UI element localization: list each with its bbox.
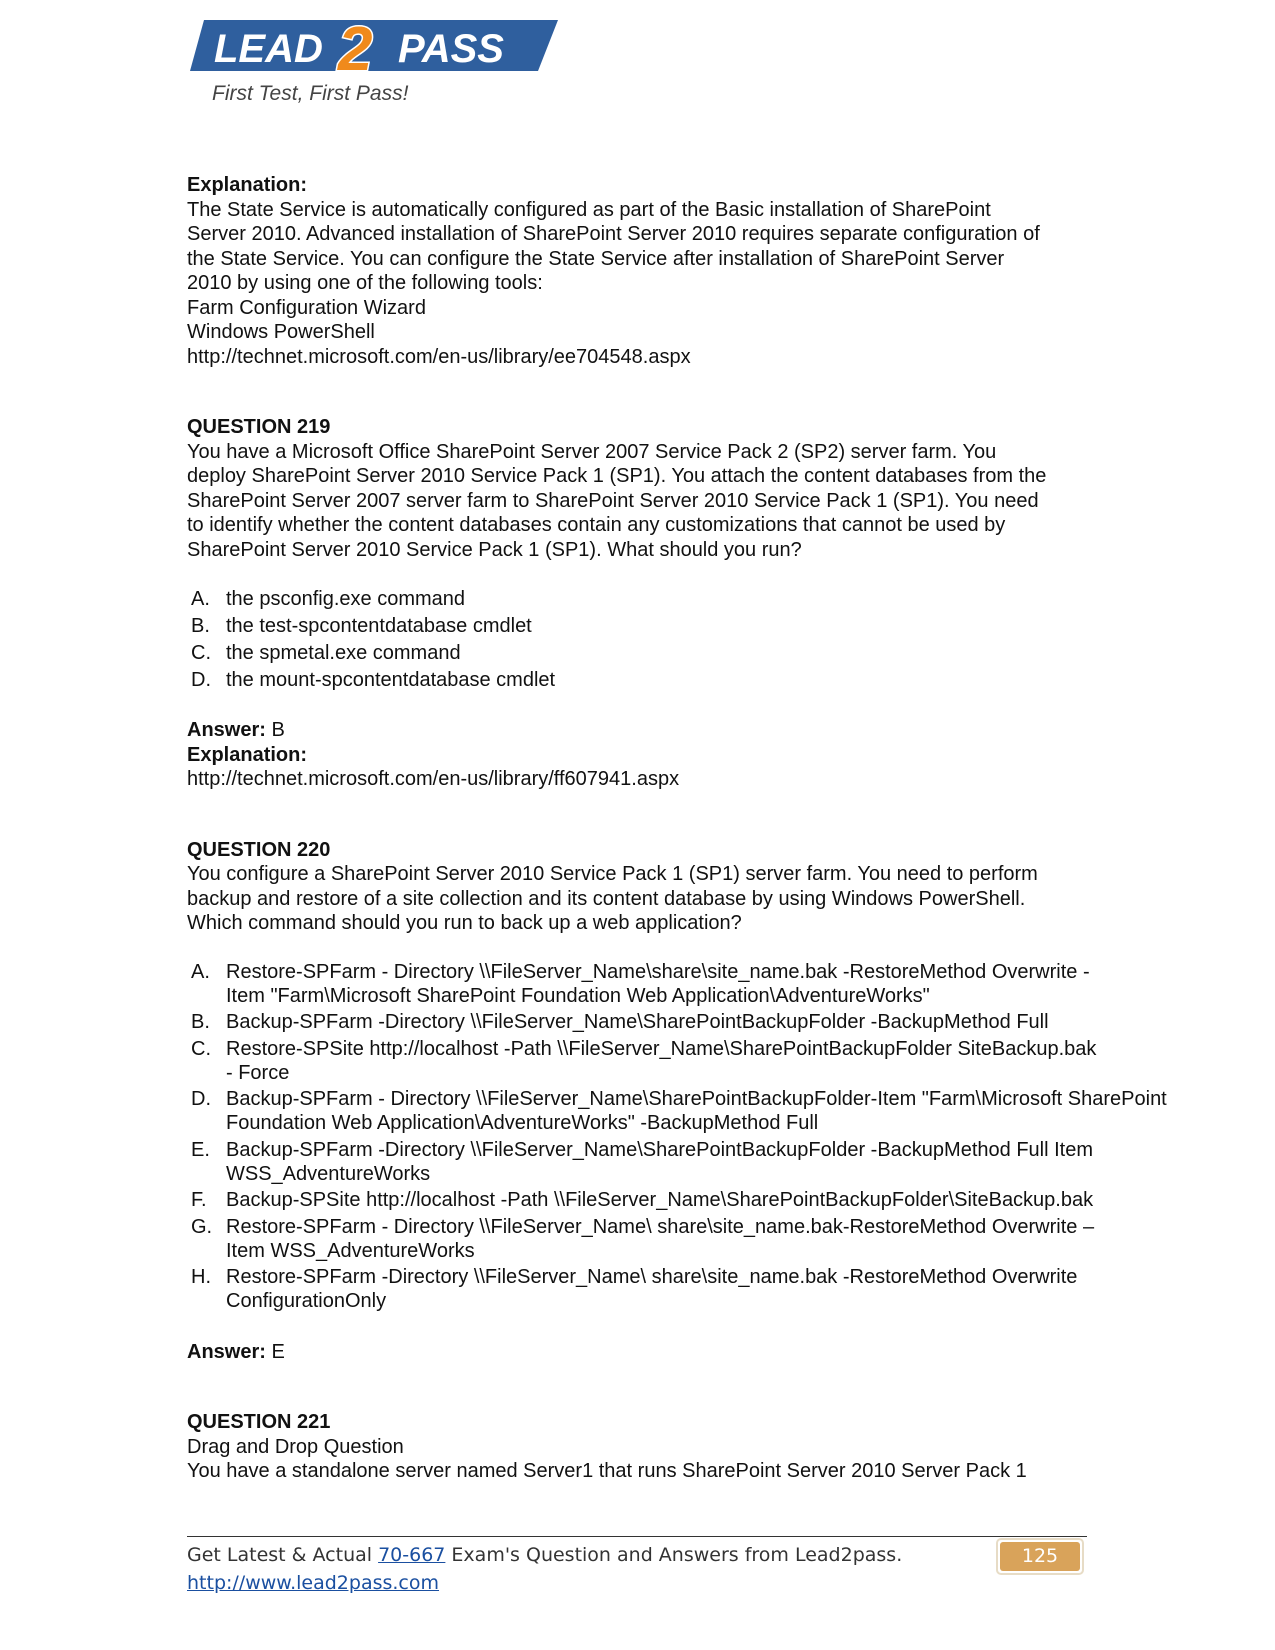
option-c <box>187 640 1207 667</box>
option-text <box>226 1010 1207 1034</box>
explanation-line: The State Service is automatically configured as part of the Basic installation of SharePoint <box>187 198 991 221</box>
spacer <box>187 792 1207 838</box>
footer-site <box>187 1572 439 1594</box>
question-219-text: to identify whether the content databases contain any customizations that cannot be used by <box>187 514 1006 536</box>
option-h <box>187 1265 1207 1313</box>
question-220-text: backup and restore of a site collection and its content database by using Windows PowerShell. <box>187 887 1026 910</box>
option-f <box>187 1188 1207 1212</box>
question-219-title: QUESTION 219 <box>187 416 331 438</box>
logo-pass-text: PASS <box>398 27 504 71</box>
option-text: the psconfig.exe command <box>226 588 466 610</box>
option-line: Backup-SPSite http://localhost -Path \\FileServer_Name\SharePointBackupFolder\SiteBackup.bak <box>226 1189 1094 1211</box>
option-c <box>187 1037 1207 1085</box>
lead2pass-logo <box>190 16 580 108</box>
explanation-line: Server 2010. Advanced installation of SharePoint Server 2010 requires separate configuration of <box>187 223 1040 245</box>
option-line: Backup-SPFarm -Directory \\FileServer_Name\SharePointBackupFolder -BackupMethod Full <box>226 1011 1049 1033</box>
logo-lead-text: LEAD <box>214 27 323 71</box>
option-line: - Force <box>226 1061 290 1084</box>
option-g <box>187 1215 1207 1263</box>
option-letter: C. <box>191 642 211 664</box>
option-line: Backup-SPFarm - Directory \\FileServer_Name\SharePointBackupFolder-Item "Farm\Microsoft SharePoint <box>226 1088 1167 1110</box>
question-219-answer <box>187 718 1207 743</box>
explanation-reference-url: http://technet.microsoft.com/en-us/library/ee704548.aspx <box>187 345 691 368</box>
question-221-text: You have a standalone server named Server1 that runs SharePoint Server 2010 Server Pack 1 <box>187 1460 1027 1482</box>
footer-text <box>187 1544 902 1566</box>
option-text <box>226 1188 1207 1212</box>
question-219-text: deploy SharePoint Server 2010 Service Pack 1 (SP1). You attach the content databases from the <box>187 465 1047 487</box>
option-line: Backup-SPFarm -Directory \\FileServer_Name\SharePointBackupFolder -BackupMethod Full Item <box>226 1138 1093 1161</box>
option-letter: F. <box>191 1189 207 1211</box>
footer-prefix: Get Latest & Actual <box>187 1544 379 1566</box>
explanation-line: Windows PowerShell <box>187 321 375 343</box>
spacer <box>187 369 1207 415</box>
spacer <box>187 694 1207 718</box>
spacer <box>187 1316 1207 1340</box>
option-line: Restore-SPFarm - Directory \\FileServer_Name\ share\site_name.bak-RestoreMethod Overwrite – <box>226 1215 1095 1238</box>
answer-label: Answer: <box>187 719 266 741</box>
option-text <box>226 960 1207 1008</box>
option-letter: E. <box>191 1138 210 1161</box>
option-text <box>226 1037 1207 1085</box>
option-letter: A. <box>191 588 210 610</box>
option-d <box>187 1087 1207 1135</box>
option-e <box>187 1138 1207 1186</box>
question-220-title: QUESTION 220 <box>187 838 331 861</box>
exam-code-link[interactable]: 70-667 <box>378 1544 446 1566</box>
option-line: Item WSS_AdventureWorks <box>226 1239 475 1262</box>
explanation-line: 2010 by using one of the following tools: <box>187 272 543 294</box>
logo-tagline: First Test, First Pass! <box>212 82 409 105</box>
logo-graphic <box>190 16 580 108</box>
option-letter: B. <box>191 1011 210 1033</box>
logo-number-text: 2 <box>338 16 373 84</box>
option-letter: B. <box>191 615 210 637</box>
option-line: WSS_AdventureWorks <box>226 1162 431 1185</box>
footer-suffix: Exam's Question and Answers from Lead2pass. <box>445 1544 903 1566</box>
option-text <box>226 1215 1207 1263</box>
question-219-text: SharePoint Server 2007 server farm to SharePoint Server 2010 Service Pack 1 (SP1). You need <box>187 489 1039 512</box>
option-b <box>187 1010 1207 1034</box>
question-220-text: You configure a SharePoint Server 2010 Service Pack 1 (SP1) server farm. You need to perform <box>187 863 1038 885</box>
question-219-explanation-url: http://technet.microsoft.com/en-us/library/ff607941.aspx <box>187 768 680 790</box>
option-letter: D. <box>191 1088 211 1110</box>
option-text: the test-spcontentdatabase cmdlet <box>226 615 532 637</box>
option-line: Foundation Web Application\AdventureWorks" -BackupMethod Full <box>226 1112 819 1134</box>
explanation-line: Farm Configuration Wizard <box>187 296 426 319</box>
question-221-title: QUESTION 221 <box>187 1411 331 1433</box>
question-220-text: Which command should you run to back up a web application? <box>187 912 742 934</box>
site-link[interactable]: http://www.lead2pass.com <box>187 1572 440 1594</box>
option-text: the mount-spcontentdatabase cmdlet <box>226 669 556 691</box>
page-number-badge <box>996 1538 1084 1575</box>
option-line: Restore-SPFarm -Directory \\FileServer_Name\ share\site_name.bak -RestoreMethod Overwrite <box>226 1266 1078 1288</box>
question-220-options <box>187 960 1207 1314</box>
option-letter: G. <box>191 1215 213 1238</box>
question-219-options <box>187 586 1207 694</box>
option-letter: D. <box>191 669 211 691</box>
page-number: 125 <box>1000 1542 1080 1571</box>
question-219-text: You have a Microsoft Office SharePoint Server 2007 Service Pack 2 (SP2) server farm. You <box>187 440 997 463</box>
option-a <box>187 586 1207 613</box>
answer-value: B <box>271 719 285 741</box>
option-line: Restore-SPSite http://localhost -Path \\FileServer_Name\SharePointBackupFolder SiteBackup.bak <box>226 1037 1097 1060</box>
option-letter: H. <box>191 1266 211 1288</box>
question-219-explanation-heading: Explanation: <box>187 743 308 766</box>
explanation-heading: Explanation: <box>187 174 308 196</box>
option-line: Restore-SPFarm - Directory \\FileServer_Name\share\site_name.bak -RestoreMethod Overwrite - <box>226 960 1090 983</box>
option-b <box>187 613 1207 640</box>
spacer <box>187 936 1207 960</box>
option-line: ConfigurationOnly <box>226 1290 387 1312</box>
page-content <box>187 173 1207 1484</box>
question-220-answer <box>187 1340 1207 1365</box>
option-a <box>187 960 1207 1008</box>
option-text <box>226 1265 1207 1313</box>
answer-value: E <box>271 1340 285 1363</box>
option-text: the spmetal.exe command <box>226 642 461 664</box>
option-line: Item "Farm\Microsoft SharePoint Foundation Web Application\AdventureWorks" <box>226 984 930 1007</box>
question-221-subtitle: Drag and Drop Question <box>187 1435 404 1458</box>
option-text <box>226 1138 1207 1186</box>
footer-divider <box>187 1536 1087 1537</box>
spacer <box>187 1364 1207 1410</box>
option-d <box>187 667 1207 694</box>
question-219-text: SharePoint Server 2010 Service Pack 1 (SP1). What should you run? <box>187 538 802 561</box>
option-letter: C. <box>191 1037 211 1060</box>
explanation-line: the State Service. You can configure the State Service after installation of SharePoint Server <box>187 247 1005 270</box>
answer-label: Answer: <box>187 1340 266 1363</box>
spacer <box>187 562 1207 586</box>
option-text <box>226 1087 1207 1135</box>
option-letter: A. <box>191 960 210 983</box>
